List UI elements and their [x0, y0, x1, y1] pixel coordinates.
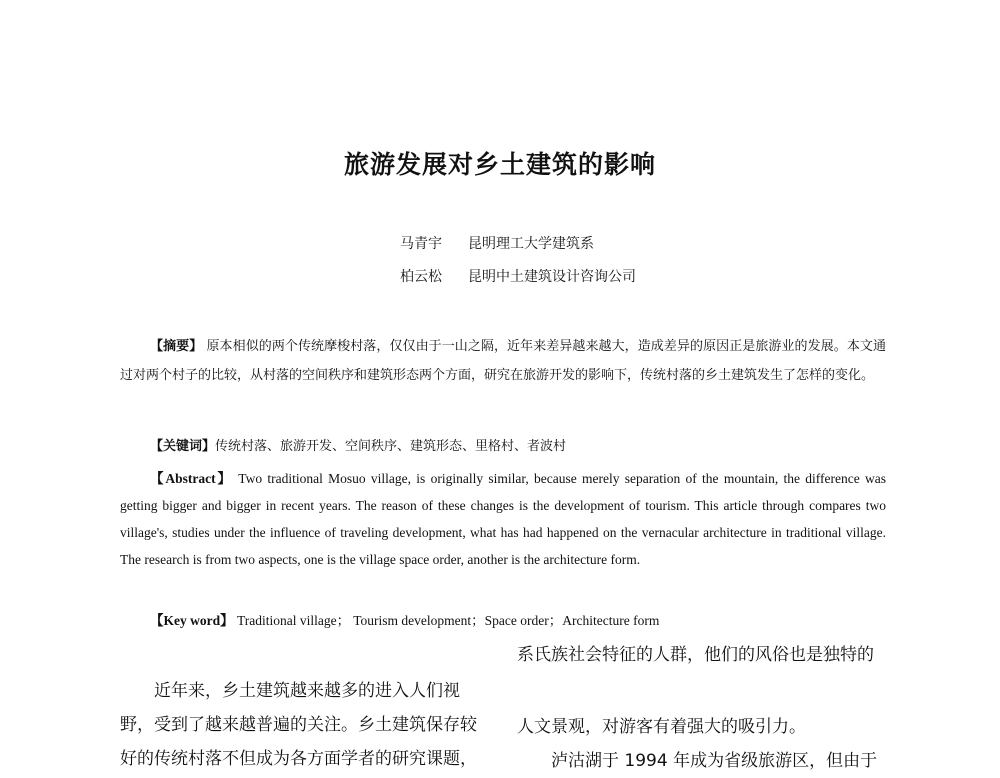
keywords-label: 【关键词】	[150, 439, 216, 454]
abstract-label: 【摘要】	[150, 339, 203, 354]
author-affiliation: 昆明理工大学建筑系	[468, 236, 594, 252]
paper-title: 旅游发展对乡土建筑的影响	[343, 150, 656, 179]
abstract-english	[120, 465, 886, 573]
body-line: 泸沽湖于 1994 年成为省级旅游区，但由于	[551, 751, 878, 771]
abstract-en-label: 【Abstract】	[150, 471, 233, 486]
body-line: 系氏族社会特征的人群，他们的风俗也是独特的	[517, 645, 874, 665]
keywords-en-label: 【Key word】	[150, 613, 234, 628]
author-affiliation: 昆明中土建筑设计咨询公司	[468, 269, 636, 285]
keywords-chinese	[120, 432, 886, 461]
body-line: 野，受到了越来越普遍的关注。乡土建筑保存较	[120, 715, 477, 735]
body-column-right	[517, 638, 887, 778]
author-row	[400, 233, 594, 253]
abstract-en-text: Two traditional Mosuo village, is originally similar, because merely separation of the mountain, the difference was getting bigger and bigger in recent years. The reason of these changes is the development of tourism. This article through compares two village's, studies under the influence of traveling development, what has had happened on the vernacular architecture in traditional village. The research is from two aspects, one is the village space order, another is the architecture form.	[120, 471, 886, 567]
keywords-en-text: Traditional village； Tourism development；Space order；Architecture form	[237, 613, 660, 628]
author-name: 马青宇	[400, 236, 442, 252]
keywords-text: 传统村落、旅游开发、空间秩序、建筑形态、里格村、者波村	[215, 439, 567, 454]
body-column-left	[120, 674, 490, 776]
body-line: 近年来，乡土建筑越来越多的进入人们视	[154, 681, 460, 701]
author-name: 柏云松	[400, 269, 442, 285]
body-line: 人文景观，对游客有着强大的吸引力。	[517, 717, 806, 737]
abstract-text: 原本相似的两个传统摩梭村落，仅仅由于一山之隔，近年来差异越来越大，造成差异的原因正是旅游业的发展。本文通过对两个村子的比较，从村落的空间秩序和建筑形态两个方面，研究在旅游开发的影响下，传统村落的乡土建筑发生了怎样的变化。	[120, 339, 886, 383]
author-row	[400, 266, 636, 286]
keywords-english	[120, 606, 886, 635]
body-line: 好的传统村落不但成为各方面学者的研究课题，	[120, 749, 477, 769]
abstract-chinese	[120, 332, 886, 390]
